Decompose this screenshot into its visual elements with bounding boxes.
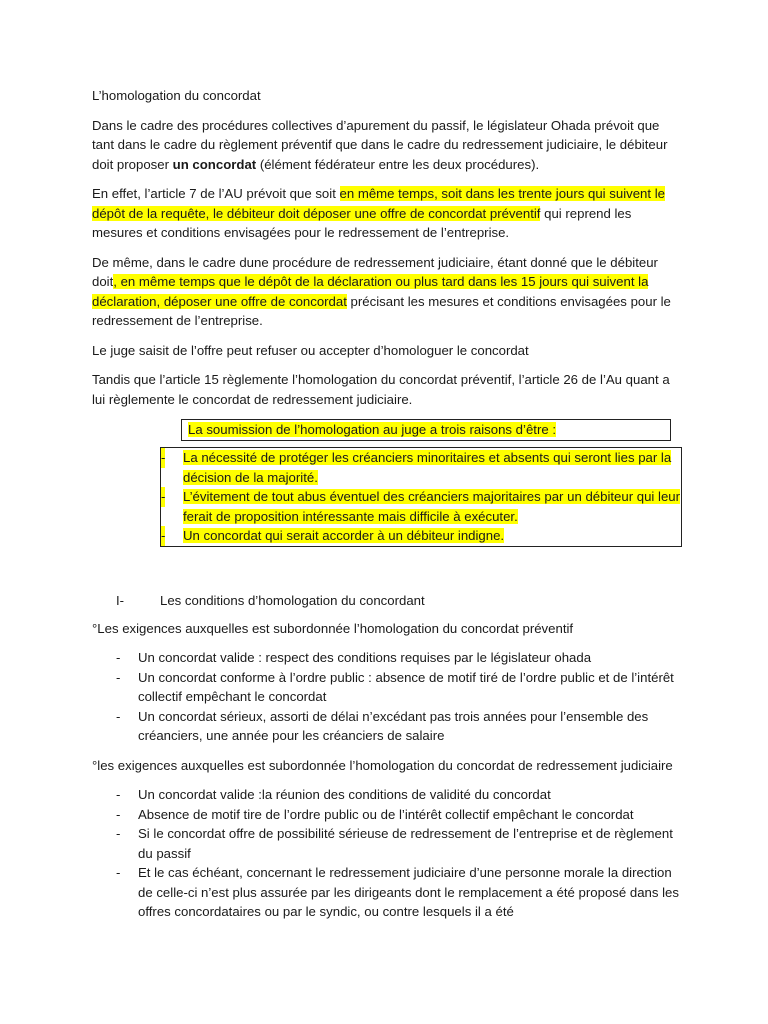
paragraph-article-7-end: qui reprend les mesures et conditions envisagées pour le redressement de l’entreprise.: [92, 205, 632, 240]
dash-bullet: -: [116, 669, 121, 685]
section-title: Les conditions d’homologation du concordant: [160, 592, 425, 608]
list-item-text: Absence de motif tire de l’ordre public ou de l’intérêt collectif empêchant le concordat: [138, 806, 634, 822]
paragraph-redressement-highlight: , en même temps que le dépôt de la déclaration ou plus tard dans les 15 jours qui suivent la déclaration, déposer une offre de concordat: [92, 274, 649, 309]
paragraph-redressement-text: De même, dans le cadre dune procédure de redressement judiciaire, étant donné que le débiteur doit: [92, 254, 658, 289]
paragraph-redressement-end: précisant les mesures et conditions envisagées pour le redressement de l’entreprise.: [92, 293, 671, 328]
paragraph-articles-15-26: Tandis que l’article 15 règlemente l’homologation du concordat préventif, l’article 26 de l’Au quant a lui règlemente le concordat de redressement judiciaire.: [92, 372, 670, 407]
dash-bullet: -: [116, 826, 121, 841]
box-list: [160, 447, 682, 547]
section-number: I-: [116, 592, 125, 608]
list-item-text: Un concordat valide : respect des conditions requises par le législateur ohada: [138, 650, 592, 665]
box-list-item-text: La nécessité de protéger les créanciers minoritaires et absents qui seront lies par la décision de la majorité.: [183, 450, 672, 485]
list-redressement: [92, 785, 682, 922]
document-title: L’homologation du concordat: [92, 88, 261, 103]
list-item: [92, 668, 682, 707]
paragraph-article-7-text: En effet, l’article 7 de l’AU prévoit que soit: [92, 186, 340, 201]
list-item: [92, 824, 682, 863]
paragraph-article-7-highlight: en même temps, soit dans les trente jours qui suivent le dépôt de la requête, le débiteur doit déposer une offre de concordat préventif: [92, 186, 665, 221]
paragraph-article-7: [92, 184, 682, 243]
box-list-item: [161, 448, 681, 487]
list-item-text: Un concordat conforme à l’ordre public : absence de motif tiré de l’ordre public et de l’intérêt collectif empêchant le concordat: [138, 669, 674, 704]
list-item: [92, 805, 682, 825]
box-list-item: [161, 487, 681, 526]
dash-bullet: -: [116, 708, 121, 724]
dash-bullet: -: [116, 650, 121, 665]
list-item-text: Un concordat sérieux, assorti de délai n’excédant pas trois années pour l’ensemble des créanciers, une année pour les créanciers de salaire: [138, 708, 649, 743]
list-item-text: Un concordat valide :la réunion des conditions de validité du concordat: [138, 787, 551, 802]
dash-bullet: -: [161, 448, 165, 468]
box-list-item-text: Un concordat qui serait accorder à un débiteur indigne.: [183, 528, 505, 543]
list-item-text: Et le cas échéant, concernant le redressement judiciaire d’une personne morale la direction de celle-ci n’est plus assurée par les dirigeants dont le remplacement a été proposé dans les offres concordataires ou par le syndic, ou contre lesquels il a été: [138, 865, 679, 919]
list-intro-preventif: °Les exigences auxquelles est subordonnée l’homologation du concordat préventif: [92, 620, 574, 636]
box-heading: [181, 419, 671, 441]
document-page: [92, 86, 682, 932]
dash-bullet: -: [116, 865, 121, 880]
list-item: [92, 785, 682, 805]
dash-bullet: -: [116, 806, 121, 822]
list-item: [92, 648, 682, 668]
paragraph-intro: [92, 116, 682, 175]
paragraph-juge: Le juge saisit de l’offre peut refuser ou accepter d’homologuer le concordat: [92, 342, 529, 358]
list-item: [92, 707, 682, 746]
box-heading-text: La soumission de l’homologation au juge a trois raisons d’être :: [188, 422, 556, 437]
paragraph-redressement: [92, 253, 682, 331]
list-intro-redressement: °les exigences auxquelles est subordonnée l’homologation du concordat de redressement judiciaire: [92, 757, 673, 773]
dash-bullet: -: [116, 787, 121, 802]
list-item: [92, 863, 682, 922]
dash-bullet: -: [161, 526, 165, 546]
list-item-text: Si le concordat offre de possibilité sérieuse de redressement de l’entreprise et de règlement du passif: [138, 826, 673, 861]
box-list-item-text: L’évitement de tout abus éventuel des créanciers majoritaires par un débiteur qui leur ferait de proposition intéressante mais difficile à exécuter.: [183, 489, 681, 524]
paragraph-intro-end: (élément fédérateur entre les deux procédures).: [256, 156, 540, 172]
dash-bullet: -: [161, 487, 165, 507]
paragraph-intro-bold: un concordat: [172, 156, 257, 172]
box-list-item: [161, 526, 681, 546]
paragraph-intro-text: Dans le cadre des procédures collectives d’apurement du passif, le législateur Ohada prévoit que tant dans le cadre du règlement préventif que dans le cadre du redressement judiciaire, le débiteur doit proposer: [92, 117, 668, 172]
section-heading: [92, 591, 682, 611]
list-preventif: [92, 648, 682, 746]
